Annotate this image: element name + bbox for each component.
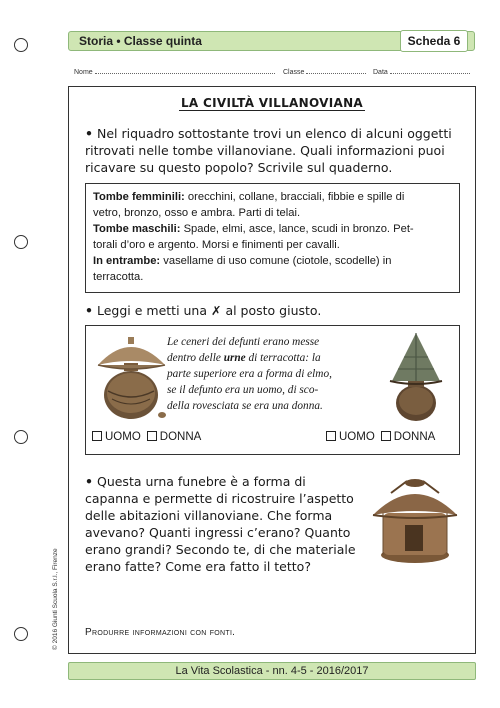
class-field[interactable]: Classe bbox=[283, 68, 366, 76]
urn-description: Le ceneri dei defunti erano messe dentro delle urne di terracotta: la parte superiore era a forma di elmo, se il defunto era un uomo, di sco- della rovesciata se era una donna. bbox=[167, 336, 332, 412]
uomo-checkbox-right[interactable] bbox=[326, 431, 336, 441]
name-field[interactable]: Nome bbox=[74, 68, 275, 76]
objects-list: Tombe femminili: orecchini, collane, bracciali, fibbie e spille di vetro, bronzo, osso e ambra. Parti di telai. Tombe maschili: Spade, elmi, asce, lance, scudi in bronzo. Pet- torali d’oro e argento. Morsi e finimenti per cavalli. In entrambe: vasellame di uso comune (ciotole, scodelle) in terracotta. bbox=[93, 191, 414, 283]
subject-label: Storia • Classe quinta bbox=[79, 34, 202, 48]
male-urn-image bbox=[386, 329, 446, 424]
instruction: • Leggi e metti una ✗ al posto giusto. bbox=[85, 303, 322, 318]
male-urn-choices: UOMO DONNA bbox=[326, 431, 435, 443]
footer-bar: La Vita Scolastica - nn. 4-5 - 2016/2017 bbox=[68, 662, 476, 680]
binder-hole bbox=[14, 38, 28, 52]
binder-hole bbox=[14, 627, 28, 641]
page-title: LA CIVILTÀ VILLANOVIANA bbox=[180, 96, 364, 110]
date-field[interactable]: Data bbox=[373, 68, 470, 76]
skill-label: Produrre informazioni con fonti. bbox=[85, 627, 236, 638]
female-urn-choices: UOMO DONNA bbox=[92, 431, 201, 443]
binder-hole bbox=[14, 430, 28, 444]
objects-box bbox=[85, 183, 460, 293]
worksheet-frame bbox=[68, 86, 476, 654]
binder-hole bbox=[14, 235, 28, 249]
header-bar bbox=[68, 31, 475, 51]
copyright-note: © 2016 Giunti Scuola S.r.l., Firenze bbox=[52, 548, 59, 650]
hut-question: • Questa urna funebre è a forma di capanna e permette di ricostruire l’aspetto delle abitazioni villanoviane. Che forma avevano? Quanti ingressi c’erano? Quanto erano grandi? Secondo te, di che materiale erano fatte? Come era fatto il tetto? bbox=[85, 474, 356, 574]
uomo-checkbox-left[interactable] bbox=[92, 431, 102, 441]
hut-urn-image bbox=[367, 471, 462, 566]
scheda-badge: Scheda 6 bbox=[400, 30, 468, 52]
female-urn-image bbox=[94, 333, 169, 425]
urn-box bbox=[85, 325, 460, 455]
donna-checkbox-left[interactable] bbox=[147, 431, 157, 441]
intro-question: • Nel riquadro sottostante trovi un elenco di alcuni oggetti ritrovati nelle tombe villanoviane. Quali informazioni puoi ricavare su questo popolo? Scrivile sul quaderno. bbox=[85, 126, 452, 175]
donna-checkbox-right[interactable] bbox=[381, 431, 391, 441]
